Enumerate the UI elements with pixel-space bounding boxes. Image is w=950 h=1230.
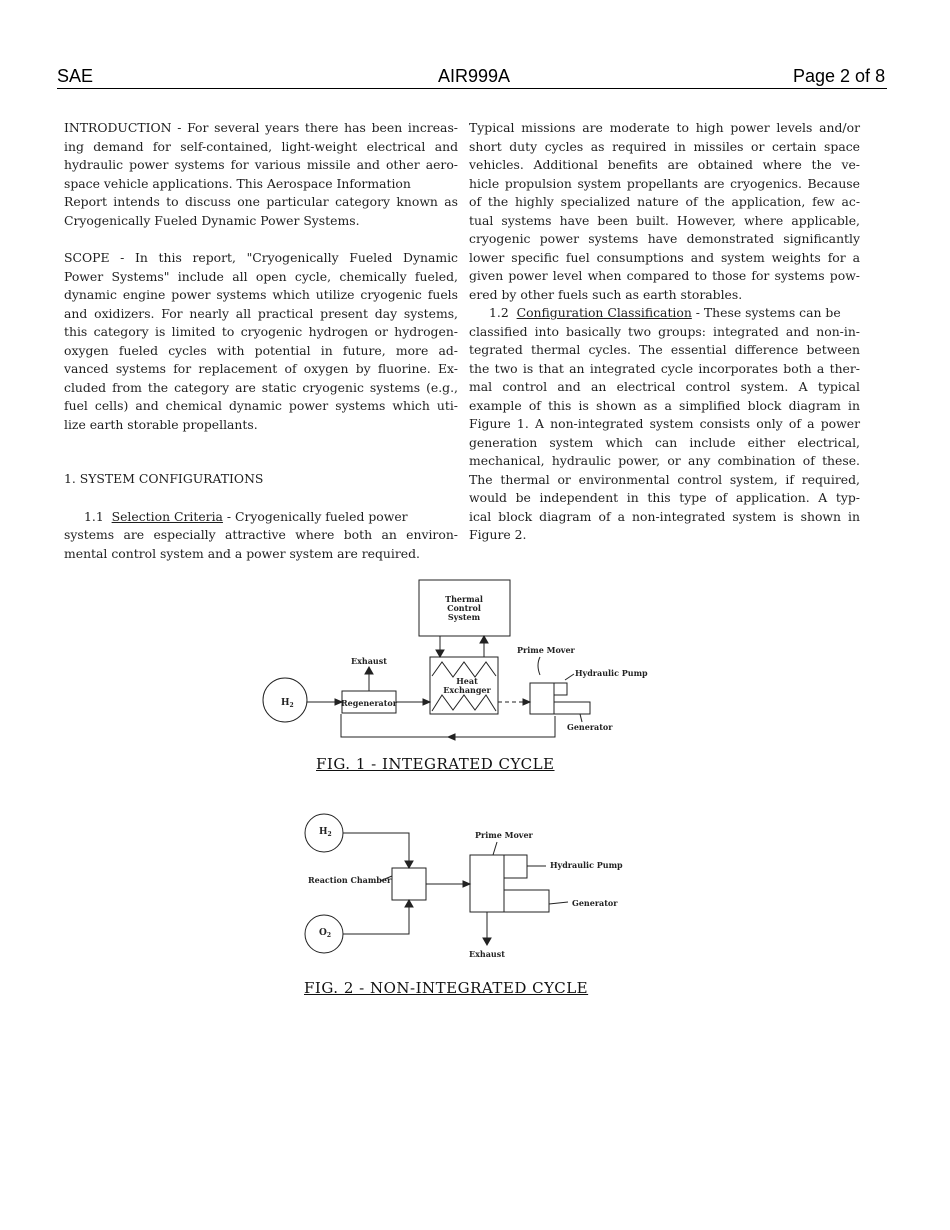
connector-line xyxy=(343,833,409,868)
text-line: INTRODUCTION - For several years there has been increas- xyxy=(64,120,458,135)
arrowhead xyxy=(480,636,488,643)
text-line: example of this is shown as a simplified block diagram in xyxy=(469,397,860,413)
header-sae: SAE xyxy=(57,66,94,86)
exchanger-label: Exchanger xyxy=(443,685,491,695)
system-label: System xyxy=(447,612,481,622)
text-line: vanced systems for replacement of oxygen by fluorine. Ex- xyxy=(64,361,458,376)
text-line: Figure 1. A non-integrated system consists only of a power xyxy=(469,416,860,431)
return-line xyxy=(341,714,555,737)
figure-2-caption: FIG. 2 - NON-INTEGRATED CYCLE xyxy=(304,979,589,997)
leader-line xyxy=(580,714,582,722)
subsection-number: 1.1 xyxy=(84,508,104,524)
text-line: short duty cycles as required in missiles or certain space xyxy=(469,138,860,154)
introduction-paragraph xyxy=(64,119,458,230)
h2-label: $H_2$ xyxy=(319,827,332,838)
text-fragment: - Cryogenically fueled power xyxy=(222,508,408,524)
text-line: dynamic engine power systems which utilize cryogenic fuels xyxy=(64,287,458,302)
heat-exchanger-coil xyxy=(432,662,496,677)
header-page-number: Page 2 of 8 xyxy=(793,66,886,86)
text-line: Cryogenically Fueled Dynamic Power Systems. xyxy=(64,212,360,228)
subsection-title: Selection Criteria xyxy=(111,508,223,524)
h2-label: $H_2$ xyxy=(281,698,294,709)
prime-mover-label: Prime Mover xyxy=(475,830,533,840)
o2-label: $O_2$ xyxy=(319,928,332,939)
arrowhead xyxy=(523,699,530,705)
selection-criteria-paragraph xyxy=(64,508,458,564)
text-line: classified into basically two groups: integrated and non-in- xyxy=(469,323,860,339)
text-line: ical block diagram of a non-integrated system is shown in xyxy=(469,508,860,524)
leader-line xyxy=(538,657,540,675)
text-line: fuel cells) and chemical dynamic power systems which uti- xyxy=(64,398,458,413)
scope-paragraph xyxy=(64,249,458,434)
reaction-chamber-box xyxy=(392,868,426,900)
text-line: mechanical, hydraulic power, or any combination of these. xyxy=(469,453,860,468)
text-line: generation system which can include either electrical, xyxy=(469,434,860,450)
subsection-number: 1.2 xyxy=(489,305,509,320)
section-heading: 1. SYSTEM CONFIGURATIONS xyxy=(64,471,264,486)
text-line: the two is that an integrated cycle incorporates both a ther- xyxy=(469,360,860,376)
header-rule xyxy=(57,88,887,89)
arrowhead xyxy=(436,650,444,657)
exhaust-label: Exhaust xyxy=(469,949,505,959)
text-line: vehicles. Additional benefits are obtained where the ve- xyxy=(469,157,860,172)
left-column xyxy=(64,119,458,563)
leader-line xyxy=(493,842,497,855)
text-line: oxygen fueled cycles with potential in future, more ad- xyxy=(64,342,458,358)
regenerator-label: Regenerator xyxy=(341,698,397,708)
thermal-label: Thermal xyxy=(445,594,483,604)
text-line: space vehicle applications. This Aerospace Information xyxy=(64,175,411,191)
prime-mover-label: Prime Mover xyxy=(517,645,575,655)
arrowhead xyxy=(423,699,430,705)
text-line: Power Systems" include all open cycle, chemically fueled, xyxy=(64,268,458,284)
heat-exchanger-coil xyxy=(432,695,496,711)
text-line: of the highly specialized nature of the application, few ac- xyxy=(469,194,860,209)
configuration-classification-paragraph xyxy=(469,304,860,545)
text-line: and oxidizers. For nearly all practical present day systems, xyxy=(64,305,458,321)
leader-line xyxy=(565,674,574,680)
text-line xyxy=(64,508,458,527)
text-fragment: - These systems can be xyxy=(691,305,841,320)
text-line: hydraulic power systems for various missile and other aero- xyxy=(64,157,458,172)
hydraulic-pump-label: Hydraulic Pump xyxy=(575,668,648,678)
text-line: mental control system and a power system are required. xyxy=(64,545,421,561)
exhaust-label: Exhaust xyxy=(351,656,387,666)
text-line: Typical missions are moderate to high power levels and/or xyxy=(469,120,860,135)
control-label: Control xyxy=(447,603,481,613)
prime-mover-box xyxy=(470,855,504,912)
arrowhead xyxy=(448,734,455,740)
text-line: would be independent in this type of application. A typ- xyxy=(469,490,860,505)
hydraulic-pump-box xyxy=(504,855,527,878)
text-line: ing demand for self-contained, light-weight electrical and xyxy=(64,138,458,154)
header-document-id: AIR999A xyxy=(438,66,511,86)
prime-mover-box xyxy=(530,683,554,714)
arrowhead xyxy=(463,881,470,887)
text-line: this category is limited to cryogenic hydrogen or hydrogen- xyxy=(64,324,458,339)
connector-line xyxy=(343,900,409,934)
text-line: SCOPE - In this report, "Cryogenically Fueled Dynamic xyxy=(64,250,458,265)
text-line: cluded from the category are static cryogenic systems (e.g., xyxy=(64,379,458,395)
text-line: systems are especially attractive where both an environ- xyxy=(64,527,458,542)
figure-2-non-integrated-cycle xyxy=(0,805,950,975)
reaction-chamber-label: Reaction Chamber xyxy=(308,875,392,885)
generator-label: Generator xyxy=(572,898,618,908)
text-line: The thermal or environmental control system, if required, xyxy=(469,471,860,487)
heat-label: Heat xyxy=(456,676,478,686)
arrowhead xyxy=(405,861,413,868)
right-column xyxy=(469,119,860,545)
text-line: cryogenic power systems have demonstrated significantly xyxy=(469,231,860,246)
figure-1-integrated-cycle xyxy=(0,560,950,750)
text-line: Figure 2. xyxy=(469,527,527,542)
figure-1-caption: FIG. 1 - INTEGRATED CYCLE xyxy=(316,755,555,773)
arrowhead xyxy=(483,938,491,945)
text-line: ered by other fuels such as earth storables. xyxy=(469,286,743,302)
typical-missions-paragraph xyxy=(469,119,860,304)
text-line: Report intends to discuss one particular category known as xyxy=(64,194,458,209)
subsection-title: Configuration Classification xyxy=(516,305,692,320)
text-line: given power level when compared to those for systems pow- xyxy=(469,268,860,283)
text-line xyxy=(469,304,860,323)
text-line: tual systems have been built. However, where applicable, xyxy=(469,212,860,228)
text-line: mal control and an electrical control system. A typical xyxy=(469,379,860,394)
hydraulic-pump-label: Hydraulic Pump xyxy=(550,860,623,870)
generator-box xyxy=(504,890,549,912)
text-line: lower specific fuel consumptions and system weights for a xyxy=(469,249,860,265)
text-line: lize earth storable propellants. xyxy=(64,416,258,432)
hydraulic-pump-box xyxy=(554,683,567,695)
generator-box xyxy=(554,702,590,714)
text-line: tegrated thermal cycles. The essential difference between xyxy=(469,342,860,357)
leader-line xyxy=(549,902,568,904)
arrowhead xyxy=(405,900,413,907)
arrowhead xyxy=(365,667,373,674)
text-line: hicle propulsion system propellants are cryogenics. Because xyxy=(469,175,860,191)
generator-label: Generator xyxy=(567,722,613,732)
